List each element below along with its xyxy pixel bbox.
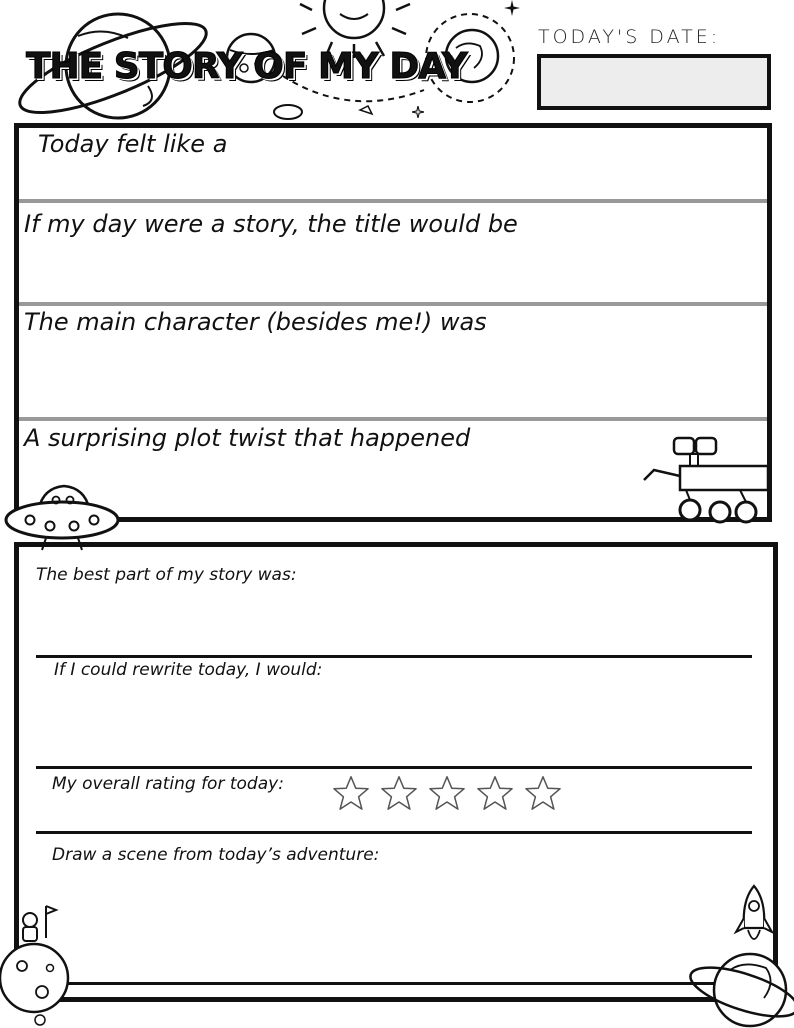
date-field[interactable] bbox=[537, 54, 771, 110]
divider-line bbox=[36, 831, 752, 834]
rating-stars bbox=[332, 774, 572, 812]
star-icon[interactable] bbox=[524, 774, 562, 812]
prompt-rating: My overall rating for today: bbox=[52, 774, 284, 794]
answer-line-best-part[interactable] bbox=[36, 655, 752, 658]
rover-icon bbox=[640, 436, 775, 526]
prompt-best-part: The best part of my story was: bbox=[36, 565, 297, 585]
ringed-planet-icon bbox=[684, 934, 794, 1028]
prompt-main-character: The main character (besides me!) was bbox=[24, 308, 487, 336]
date-label: TODAY'S DATE: bbox=[538, 26, 721, 48]
prompt-rewrite: If I could rewrite today, I would: bbox=[54, 660, 323, 680]
star-icon[interactable] bbox=[380, 774, 418, 812]
prompt-story-title: If my day were a story, the title would be bbox=[24, 210, 518, 238]
astronaut-moon-icon bbox=[0, 900, 80, 1028]
divider bbox=[19, 302, 767, 306]
divider-line bbox=[36, 982, 752, 985]
answer-area-main-character[interactable] bbox=[22, 342, 766, 414]
prompt-draw-scene: Draw a scene from today’s adventure: bbox=[52, 845, 380, 865]
star-icon[interactable] bbox=[476, 774, 514, 812]
star-icon[interactable] bbox=[428, 774, 466, 812]
prompt-plot-twist: A surprising plot twist that happened bbox=[24, 424, 471, 452]
sparkle-icon bbox=[412, 106, 424, 118]
prompt-today-felt: Today felt like a bbox=[38, 130, 228, 158]
page-title: THE STORY OF MY DAY bbox=[26, 46, 467, 87]
answer-line-rewrite[interactable] bbox=[36, 766, 752, 769]
sparkle-icon bbox=[504, 0, 520, 16]
divider bbox=[19, 417, 767, 421]
drawing-area[interactable] bbox=[30, 876, 760, 980]
answer-area-story-title[interactable] bbox=[22, 240, 766, 300]
star-icon[interactable] bbox=[332, 774, 370, 812]
